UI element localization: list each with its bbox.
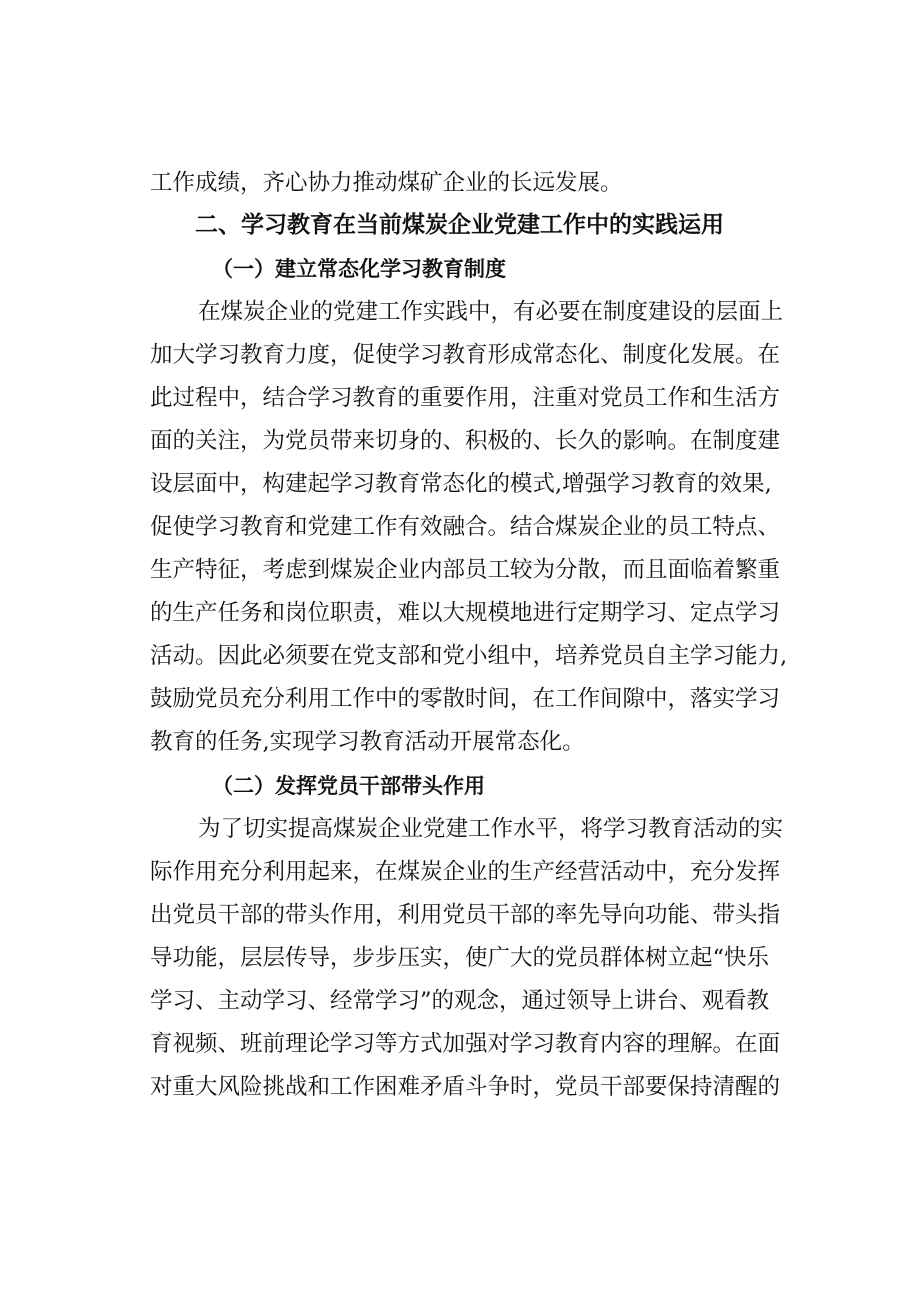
paragraph-line: 际作用充分利用起来，在煤炭企业的生产经营活动中，充分发挥 [150, 859, 781, 885]
paragraph-line: 育视频、班前理论学习等方式加强对学习教育内容的理解。在面 [150, 1031, 781, 1057]
paragraph-line: 出党员干部的带头作用，利用党员干部的率先导向功能、带头指 [150, 902, 781, 928]
paragraph-line: 设层面中，构建起学习教育常态化的模式,增强学习教育的效果, [150, 471, 772, 497]
paragraph-line: 为了切实提高煤炭企业党建工作水平，将学习教育活动的实 [198, 816, 784, 842]
paragraph-line: 促使学习教育和党建工作有效融合。结合煤炭企业的员工特点、 [150, 514, 781, 540]
paragraph-line: 教育的任务,实现学习教育活动开展常态化。 [150, 729, 585, 755]
continuation-line: 工作成绩，齐心协力推动煤矿企业的长远发展。 [150, 170, 623, 196]
paragraph-line: 此过程中，结合学习教育的重要作用，注重对党员工作和生活方 [150, 385, 781, 411]
subsection-heading-1: （一）建立常态化学习教育制度 [212, 257, 506, 281]
paragraph-line: 对重大风险挑战和工作困难矛盾斗争时，党员干部要保持清醒的 [150, 1074, 781, 1100]
paragraph-line: 导功能，层层传导，步步压实，使广大的党员群体树立起“快乐 [150, 945, 770, 971]
section-heading: 二、学习教育在当前煤炭企业党建工作中的实践运用 [195, 212, 724, 238]
paragraph-line: 生产特征，考虑到煤炭企业内部员工较为分散，而且面临着繁重 [150, 557, 781, 583]
paragraph-line: 学习、主动学习、经常学习”的观念，通过领导上讲台、观看教 [150, 988, 770, 1014]
paragraph-line: 的生产任务和岗位职责，难以大规模地进行定期学习、定点学习 [150, 600, 781, 626]
paragraph-line: 在煤炭企业的党建工作实践中，有必要在制度建设的层面上 [198, 299, 784, 325]
paragraph-line: 面的关注，为党员带来切身的、积极的、长久的影响。在制度建 [150, 428, 781, 454]
subsection-heading-2: （二）发挥党员干部带头作用 [212, 774, 485, 798]
paragraph-line: 活动。因此必须要在党支部和党小组中，培养党员自主学习能力, [150, 643, 788, 669]
paragraph-line: 鼓励党员充分利用工作中的零散时间，在工作间隙中，落实学习 [150, 686, 781, 712]
paragraph-line: 加大学习教育力度，促使学习教育形成常态化、制度化发展。在 [150, 342, 781, 368]
